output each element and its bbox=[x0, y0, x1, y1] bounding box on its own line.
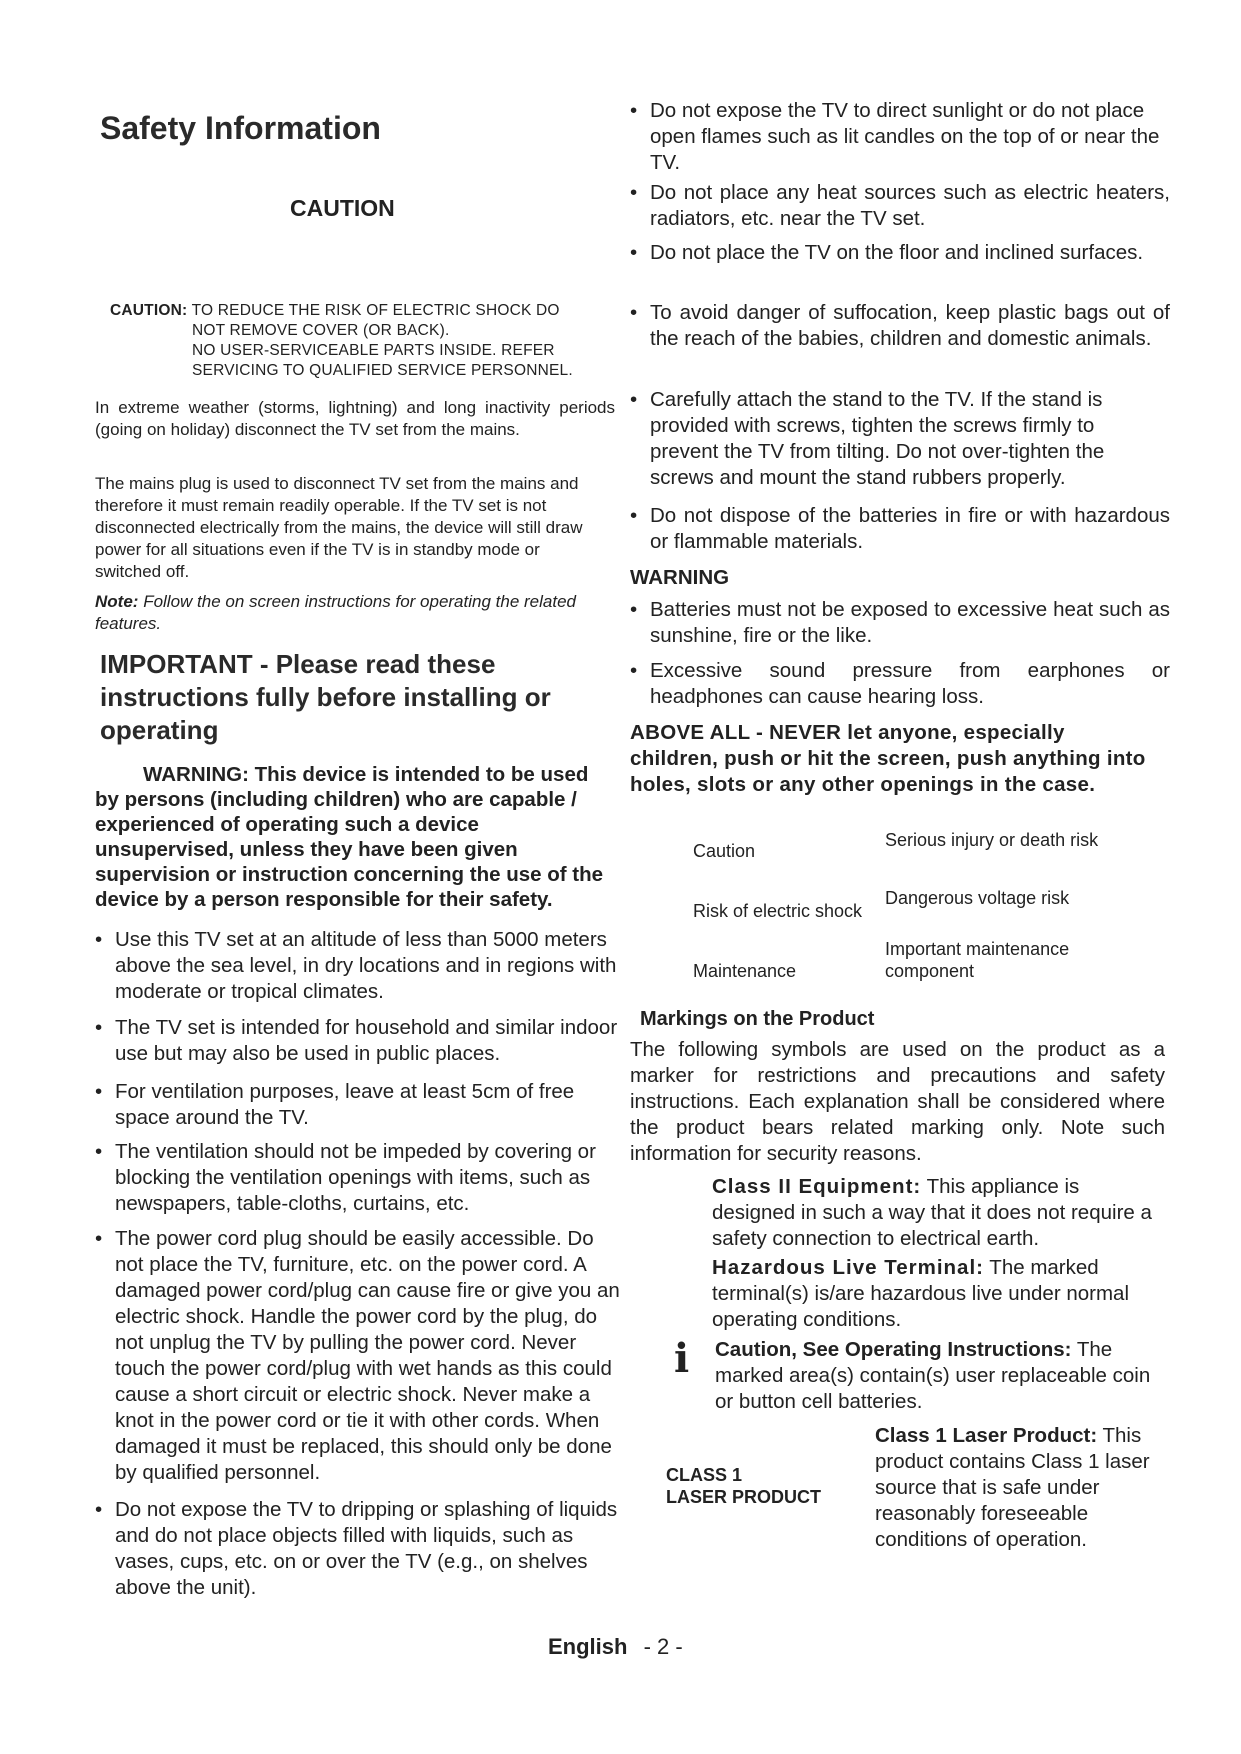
markings-heading: Markings on the Product bbox=[640, 1008, 875, 1030]
symbol-caution-desc: Serious injury or death risk bbox=[885, 830, 1099, 850]
footer-language: English bbox=[548, 1634, 628, 1659]
list-item-text: Use this TV set at an altitude of less than 5000 meters above the sea level, in dry locations and in regions with moderate or tropical climates. bbox=[115, 928, 617, 1003]
list-item-text: Do not expose the TV to dripping or splashing of liquids and do not place objects filled with liquids, such as vases, cups, etc. on or over the TV (e.g., on shelves above the unit). bbox=[115, 1498, 618, 1599]
symbol-maintenance-desc: Important maintenance component bbox=[885, 939, 1070, 981]
mains-plug-paragraph: The mains plug is used to disconnect TV set from the mains and therefore it must remain readily operable. If the TV set is not disconnected electrically from the mains, the device will still draw power for all situations even if the TV is in standby mode or switched off. bbox=[95, 474, 583, 581]
symbol-caution-label: Caution bbox=[693, 841, 756, 861]
warning-heading: WARNING bbox=[630, 566, 730, 589]
class2-label: Class II Equipment: bbox=[712, 1175, 922, 1198]
laser-badge bbox=[666, 1464, 821, 1508]
hazard-entry bbox=[712, 1255, 1152, 1333]
caution-line: SERVICING TO QUALIFIED SERVICE PERSONNEL. bbox=[192, 362, 573, 379]
list-item-text: Do not expose the TV to direct sunlight or do not place open flames such as lit candles on the top of or near the TV. bbox=[650, 99, 1160, 174]
symbol-maintenance-label: Maintenance bbox=[693, 961, 797, 981]
caution-block bbox=[110, 301, 630, 381]
laser-badge-line: LASER PRODUCT bbox=[666, 1487, 822, 1507]
list-item-text: The ventilation should not be impeded by covering or blocking the ventilation openings with items, such as newspapers, table-cloths, curtains, etc. bbox=[115, 1140, 596, 1215]
caution-see-text: The marked area(s) contain(s) user replaceable coin or button cell batteries. bbox=[715, 1338, 1151, 1413]
symbol-shock-label: Risk of electric shock bbox=[693, 901, 863, 921]
note-label: Note: bbox=[95, 592, 139, 611]
hazard-text: The marked terminal(s) is/are hazardous live under normal operating conditions. bbox=[712, 1256, 1130, 1331]
caution-line: NO USER-SERVICEABLE PARTS INSIDE. REFER bbox=[192, 342, 555, 359]
laser-entry bbox=[875, 1423, 1155, 1553]
laser-text: This product contains Class 1 laser source that is safe under reasonably foreseeable conditions of operation. bbox=[875, 1424, 1150, 1551]
list-item-text: Batteries must not be exposed to excessive heat such as sunshine, fire or the like. bbox=[650, 598, 1170, 647]
caution-heading: CAUTION bbox=[290, 195, 395, 221]
note-paragraph bbox=[95, 591, 600, 635]
caution-see-entry bbox=[715, 1337, 1155, 1415]
above-all-notice: ABOVE ALL - NEVER let anyone, especially children, push or hit the screen, push anything into holes, slots or any other openings in the case. bbox=[630, 721, 1146, 796]
caution-line: NOT REMOVE COVER (OR BACK). bbox=[192, 322, 450, 339]
caution-see-label: Caution, See Operating Instructions: bbox=[715, 1338, 1072, 1361]
page-title: Safety Information bbox=[100, 110, 381, 146]
markings-paragraph: The following symbols are used on the product as a marker for restrictions and precautions and safety instructions. Each explanation shall be considered where the product bears related marking only. Note such information for security reasons. bbox=[630, 1038, 1165, 1165]
laser-badge-line: CLASS 1 bbox=[666, 1465, 743, 1485]
list-item-text: Do not dispose of the batteries in fire or with hazardous or flammable materials. bbox=[650, 504, 1170, 553]
symbol-shock-desc: Dangerous voltage risk bbox=[885, 888, 1070, 908]
list-item-text: Do not place the TV on the floor and inclined surfaces. bbox=[650, 241, 1144, 264]
warning-paragraph: WARNING: This device is intended to be used by persons (including children) who are capable / experienced of operating such a device unsupervised, unless they have been given supervision or instruction concerning the use of the device by a person responsible for their safety. bbox=[95, 763, 604, 911]
caution-line: TO REDUCE THE RISK OF ELECTRIC SHOCK DO bbox=[191, 302, 560, 319]
list-item-text: Carefully attach the stand to the TV. If the stand is provided with screws, tighten the screws firmly to prevent the TV from tilting. Do not over-tighten the screws and mount the stand rubbers properly. bbox=[650, 388, 1105, 489]
weather-paragraph: In extreme weather (storms, lightning) and long inactivity periods (going on holiday) disconnect the TV set from the mains. bbox=[95, 398, 615, 439]
note-text: Follow the on screen instructions for operating the related features. bbox=[95, 592, 576, 633]
page-number: - 2 - bbox=[643, 1634, 683, 1659]
list-item-text: Excessive sound pressure from earphones or headphones can cause hearing loss. bbox=[650, 659, 1170, 708]
list-item-text: For ventilation purposes, leave at least 5cm of free space around the TV. bbox=[115, 1080, 575, 1129]
list-item-text: To avoid danger of suffocation, keep plastic bags out of the reach of the babies, children and domestic animals. bbox=[650, 301, 1170, 350]
class2-entry bbox=[712, 1174, 1152, 1252]
footer bbox=[548, 1634, 683, 1660]
laser-label: Class 1 Laser Product: bbox=[875, 1424, 1098, 1447]
caution-label: CAUTION: bbox=[110, 302, 188, 319]
list-item-text: The power cord plug should be easily accessible. Do not place the TV, furniture, etc. on the power cord. A damaged power cord/plug can cause fire or give you an electric shock. Handle the power cord by the plug, do not unplug the TV by pulling the power cord. Never touch the power cord/plug with wet hands as this could cause a short circuit or electric shock. Never make a knot in the power cord or tie it with other cords. When damaged it must be replaced, this should only be done by qualified personnel. bbox=[115, 1227, 620, 1484]
list-item-text: Do not place any heat sources such as electric heaters, radiators, etc. near the TV set. bbox=[650, 181, 1170, 230]
hazard-label: Hazardous Live Terminal: bbox=[712, 1256, 984, 1279]
class2-text: This appliance is designed in such a way that it does not require a safety connection to electrical earth. bbox=[712, 1175, 1152, 1250]
important-heading: IMPORTANT - Please read these instructions fully before installing or operating bbox=[100, 649, 551, 745]
list-item-text: The TV set is intended for household and similar indoor use but may also be used in public places. bbox=[115, 1016, 618, 1065]
info-icon: i bbox=[674, 1335, 690, 1382]
